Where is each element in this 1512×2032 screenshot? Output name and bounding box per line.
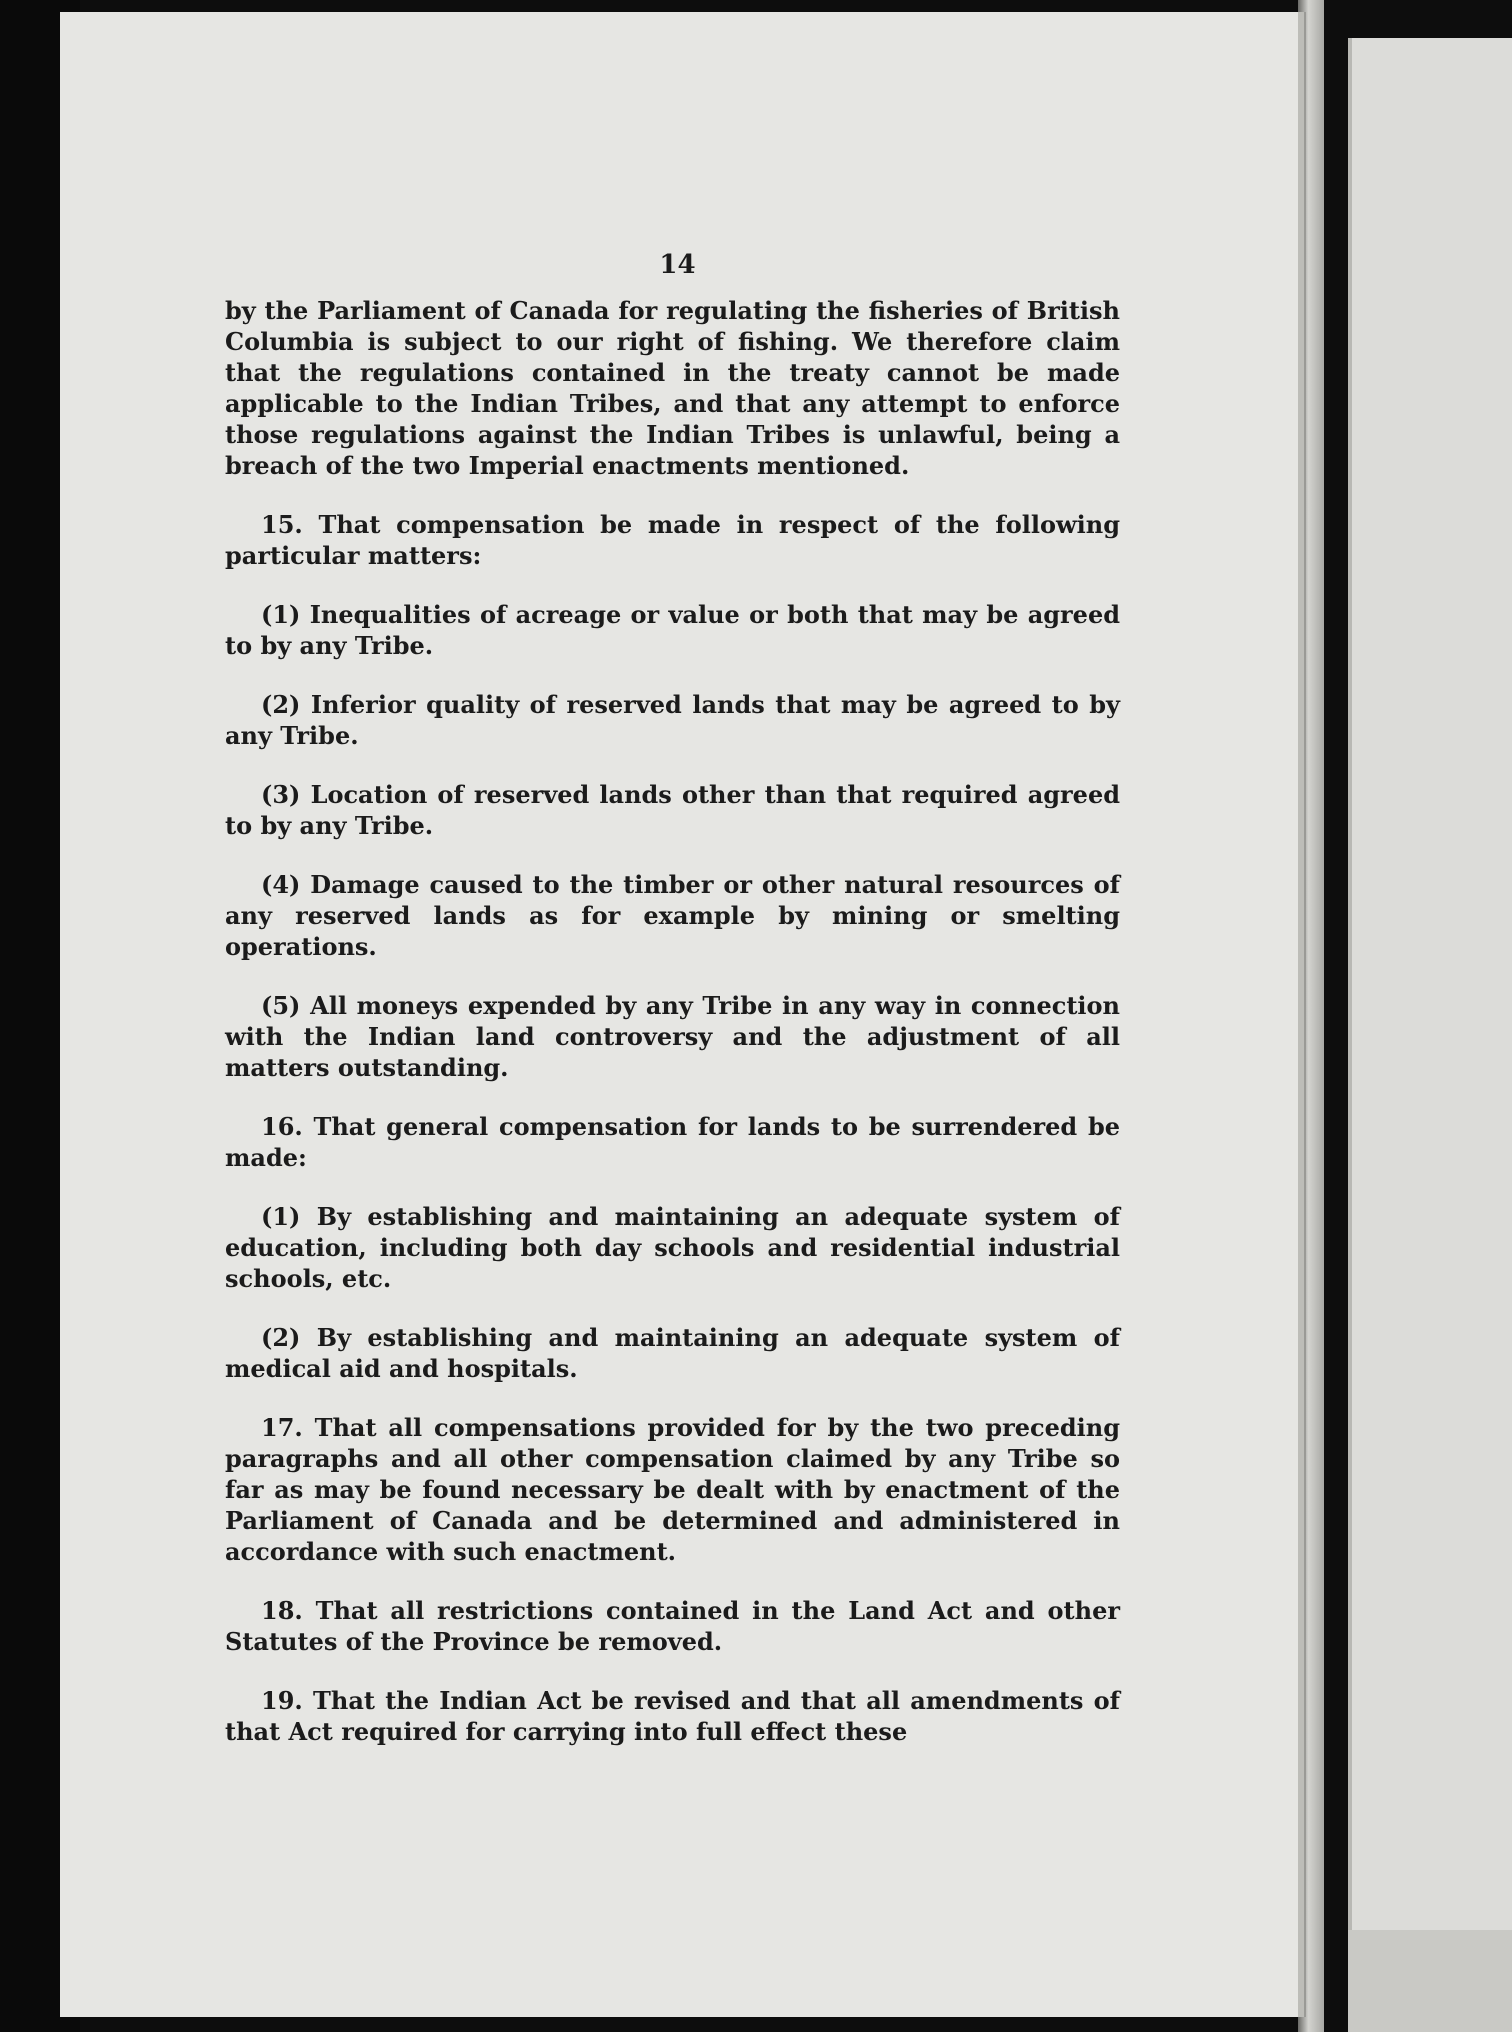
adjacent-page-bottom xyxy=(1348,1930,1512,2032)
paragraph-continuation: by the Parliament of Canada for regulating the fisheries of British Columbia is subject to our right of fishing. We therefore claim that the regulations contained in the treaty cannot be made applicable to the Indian Tribes, and that any attempt to enforce those regulations against the Indian Tribes is unlawful, being a breach of the two Imperial enactments mentioned. xyxy=(225,296,1120,480)
paragraph-16-item-1: (1) By establishing and maintaining an adequate system of education, including both day schools and residential industrial schools, etc. xyxy=(225,1202,1120,1293)
paragraph-15-item-4: (4) Damage caused to the timber or other natural resources of any reserved lands as for example by mining or smelting operations. xyxy=(225,870,1120,961)
page-number: 14 xyxy=(659,250,696,280)
paragraph-17: 17. That all compensations provided for by the two preceding paragraphs and all other compensation claimed by any Tribe so far as may be found necessary be dealt with by enactment of the Parliament of Canada and be determined and administered in accordance with such enactment. xyxy=(225,1413,1120,1566)
paragraph-16: 16. That general compensation for lands to be surrendered be made: xyxy=(225,1112,1120,1172)
paragraph-15: 15. That compensation be made in respect of the following particular matters: xyxy=(225,510,1120,570)
paragraph-15-item-5: (5) All moneys expended by any Tribe in any way in connection with the Indian land controversy and the adjustment of all matters outstanding. xyxy=(225,991,1120,1082)
page-content xyxy=(225,250,1120,1747)
paragraph-15-item-1: (1) Inequalities of acreage or value or both that may be agreed to by any Tribe. xyxy=(225,600,1120,660)
adjacent-page xyxy=(1348,38,1512,2032)
paragraph-19: 19. That the Indian Act be revised and that all amendments of that Act required for carrying into full effect these xyxy=(225,1686,1120,1746)
paragraph-18: 18. That all restrictions contained in the Land Act and other Statutes of the Province be removed. xyxy=(225,1596,1120,1656)
paragraph-15-item-2: (2) Inferior quality of reserved lands that may be agreed to by any Tribe. xyxy=(225,690,1120,750)
paragraph-15-item-3: (3) Location of reserved lands other than that required agreed to by any Tribe. xyxy=(225,780,1120,840)
paragraph-16-item-2: (2) By establishing and maintaining an adequate system of medical aid and hospitals. xyxy=(225,1323,1120,1383)
